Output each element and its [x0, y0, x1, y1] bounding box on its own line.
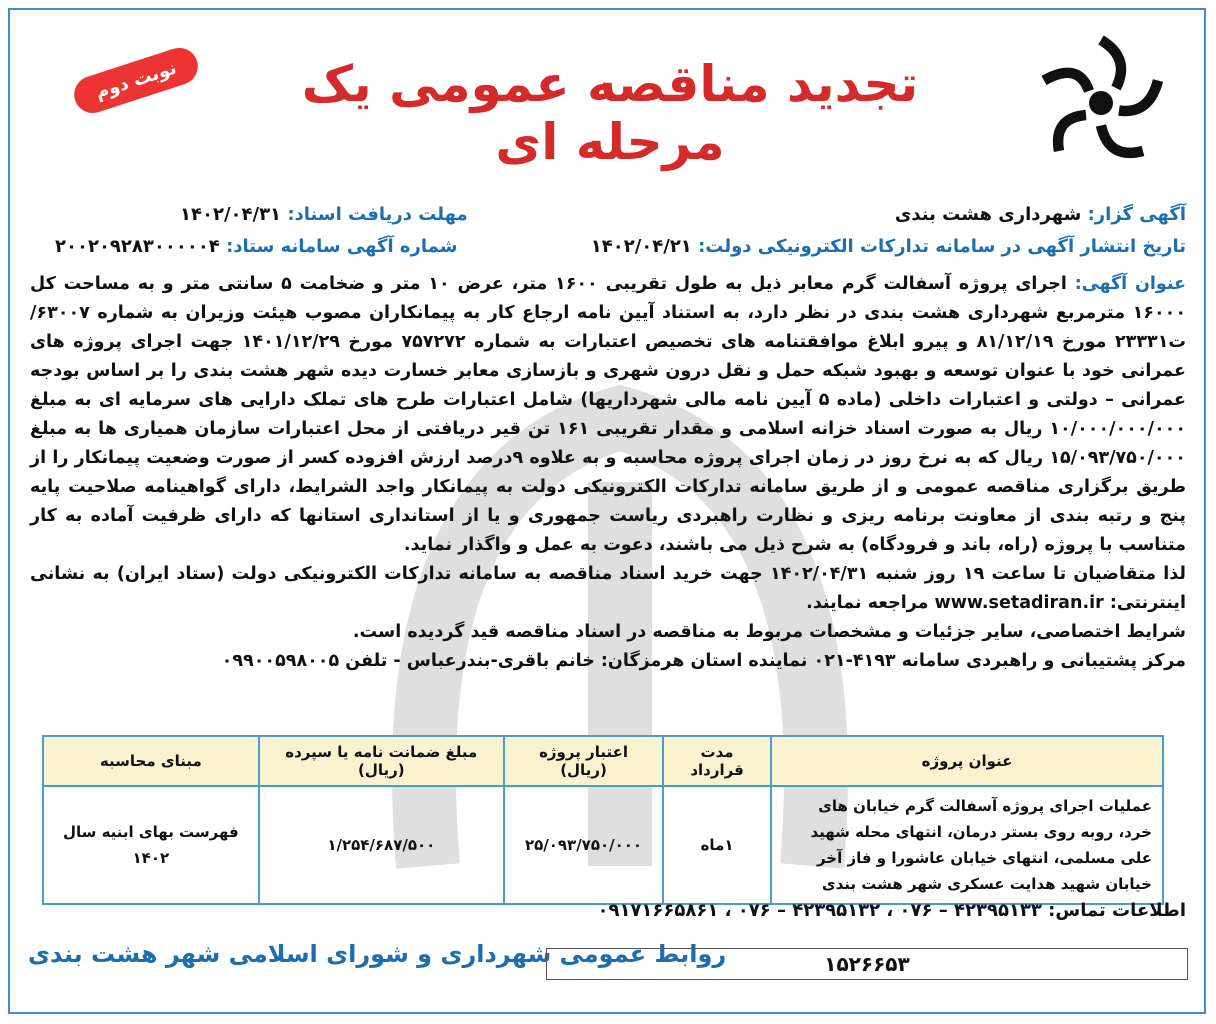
footer-publisher: روابط عمومی شهرداری و شورای اسلامی شهر هشت بندی [28, 940, 727, 968]
project-table [42, 735, 1164, 905]
cell-project-title: عملیات اجرای پروژه آسفالت گرم خیابان های خرد، روبه روی بستر درمان، انتهای محله شهید علی مسلمی، انتهای خیابان عاشورا و فاز آخر خیابان شهید هدایت عسکری شهر هشت بندی [771, 786, 1163, 904]
setad-label: شماره آگهی سامانه ستاد: [226, 236, 458, 257]
ad-code: ۱۵۲۶۶۵۳ [546, 948, 1188, 980]
cell-basis: فهرست بهای ابنیه سال ۱۴۰۲ [43, 786, 259, 904]
publish-row [591, 236, 1186, 257]
setad-row [55, 236, 457, 257]
header-duration: مدت قرارداد [663, 736, 771, 786]
table-header-row [43, 736, 1163, 786]
advertiser-value: شهرداری هشت بندی [894, 204, 1082, 225]
deadline-value: ۱۴۰۲/۰۴/۳۱ [180, 204, 282, 225]
publish-value: ۱۴۰۲/۰۴/۲۱ [590, 236, 692, 257]
ad-body [30, 270, 1186, 676]
body-paragraph-conditions: شرایط اختصاصی، سایر جزئیات و مشخصات مربوط به مناقصه در اسناد مناقصه قید گردیده است. [352, 622, 1186, 642]
header-guarantee: مبلغ ضمانت نامه یا سپرده (ریال) [259, 736, 504, 786]
publish-label: تاریخ انتشار آگهی در سامانه تدارکات الکترونیکی دولت: [698, 236, 1186, 257]
cell-duration: ۱ماه [663, 786, 771, 904]
second-round-badge: نوبت دوم [69, 43, 202, 118]
contact-info [597, 900, 1186, 921]
contact-phones: ۴۲۳۹۵۱۳۳ – ۰۷۶ ، ۴۲۳۹۵۱۳۲ – ۰۷۶ ، ۰۹۱۷۱۶۶۵۸۶۱ [597, 900, 1042, 921]
deadline-row [180, 204, 468, 225]
body-text: اجرای پروژه آسفالت گرم معابر ذیل به طول تقریبی ۱۶۰۰ متر، عرض ۱۰ متر و ضخامت ۵ سانتی متر و به مساحت کل ۱۶۰۰۰ مترمربع شهرداری هشت بندی در نظر دارد، به استناد آیین نامه ارجاع کار به پیمانکاران مصوب هیئت وزیران به شماره ۶۳۰۰۷/ت۲۳۳۳۱ مورخ ۸۱/۱۲/۱۹ و پیرو ابلاغ موافقتنامه های تخصیص اعتبارات به شماره ۷۵۷۲۷۲ مورخ ۱۴۰۱/۱۲/۲۹ جهت اجرای پروژه های عمرانی خود با عنوان توسعه و بهبود شبکه حمل و نقل درون شهری و بازسازی معابر خسارت دیده شهر هشت بندی را بر اساس بودجه عمرانی – دولتی و اعتبارات داخلی (ماده ۵ آیین نامه مالی شهرداریها) شامل اعتبارات طرح های تملک دارایی های سرمایه ای به مبلغ ۱۰/۰۰۰/۰۰۰/۰۰۰ ریال به صورت اسناد خزانه اسلامی و مقدار تقریبی ۱۶۱ تن قیر دریافتی از محل اعتبارات سازمان همیاری ها به مبلغ ۱۵/۰۹۳/۷۵۰/۰۰۰ ریال که به نرخ روز در زمان اجرای پروژه محاسبه و به علاوه ۹درصد ارزش افزوده کسر از صورت وضعیت پیمانکار را از طریق برگزاری مناقصه عمومی و از طریق سامانه تدارکات الکترونیکی دولت به پیمانکار واجد الشرایط، دارای گواهینامه صلاحیت پایه پنج و رتبه بندی از معاونت برنامه ریزی و نظارت راهبردی ریاست جمهوری و یا از استانداری استانها که دارای ظرفیت آماده به کار متناسب با پروژه (راه، باند و فرودگاه) به شرح ذیل می باشند، دعوت به عمل و واگذار نماید. [30, 274, 1187, 555]
setad-value: ۲۰۰۲۰۹۲۸۳۰۰۰۰۰۴ [55, 236, 220, 257]
deadline-label: مهلت دریافت اسناد: [287, 204, 468, 225]
advertiser-label: آگهی گزار: [1087, 204, 1186, 225]
page-title: تجدید مناقصه عمومی یک مرحله ای [301, 55, 919, 171]
advertiser-row [895, 204, 1186, 225]
municipality-logo-icon [1026, 28, 1176, 178]
body-text: مراجعه نمایند. [806, 593, 929, 613]
cell-guarantee: ۱/۲۵۴/۶۸۷/۵۰۰ [259, 786, 504, 904]
subject-label: عنوان آگهی: [1074, 274, 1186, 294]
setad-link[interactable]: www.setadiran.ir [934, 593, 1104, 613]
body-text: لذا متقاضیان تا ساعت ۱۹ روز شنبه ۱۴۰۲/۰۴/۳۱ جهت خرید اسناد مناقصه به سامانه تدارکات الکترونیکی دولت (ستاد ایران) به نشانی اینترنتی: [30, 564, 1186, 613]
table-row [43, 786, 1163, 904]
header-basis: مبنای محاسبه [43, 736, 259, 786]
contact-label: اطلاعات تماس: [1048, 900, 1186, 921]
body-paragraph-deadline [30, 560, 1186, 618]
body-paragraph-support: مرکز پشتیبانی و راهبردی سامانه ۴۱۹۳-۰۲۱ نماینده استان هرمزگان: خانم باقری-بندرعباس - تلفن ۰۹۹۰۰۵۹۸۰۰۵ [221, 651, 1186, 671]
cell-budget: ۲۵/۰۹۳/۷۵۰/۰۰۰ [504, 786, 663, 904]
body-paragraph-main [30, 270, 1186, 560]
header-project-title: عنوان پروژه [771, 736, 1163, 786]
header-budget: اعتبار پروژه (ریال) [504, 736, 663, 786]
